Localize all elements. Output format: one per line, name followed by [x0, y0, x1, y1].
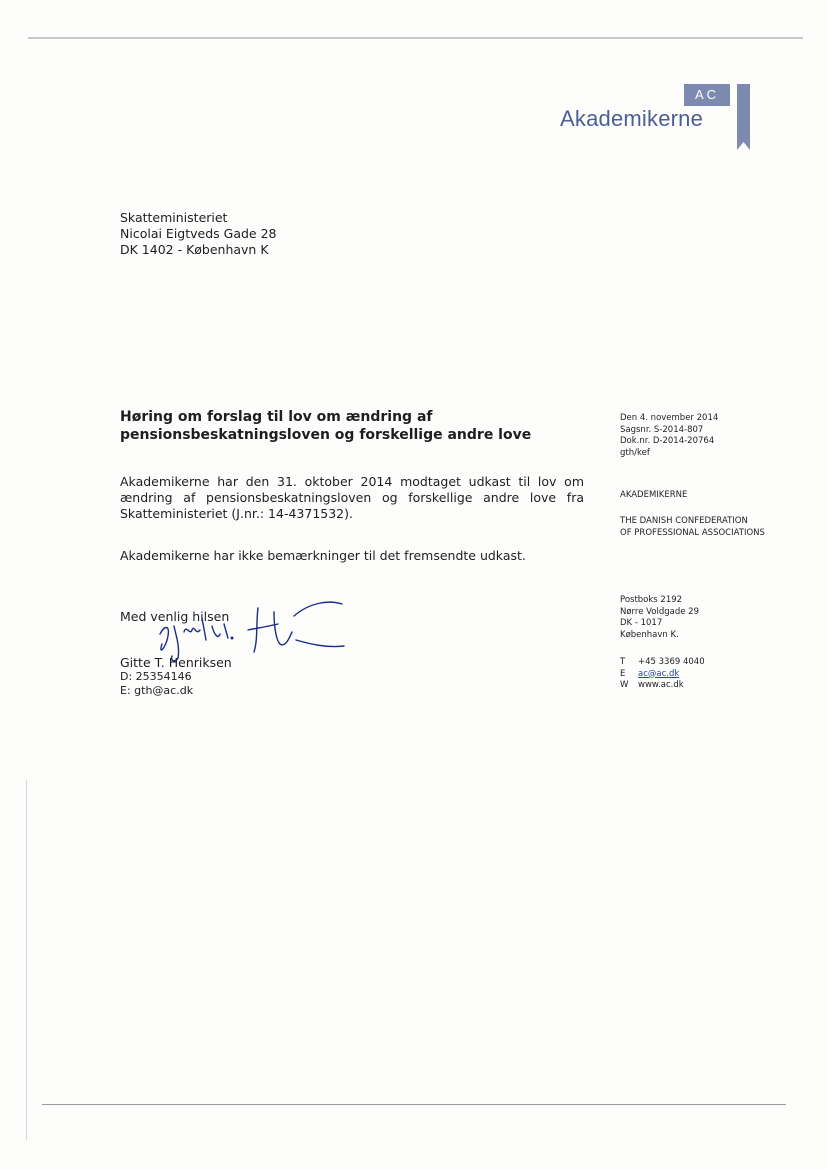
org-name: AKADEMIKERNE	[620, 490, 688, 500]
recipient-line: DK 1402 - København K	[120, 242, 269, 257]
email-link[interactable]: ac@ac.dk	[638, 668, 680, 679]
confederation-line: THE DANISH CONFEDERATION	[620, 516, 748, 526]
address-line: København K.	[620, 629, 679, 640]
footer-rule	[42, 1104, 786, 1105]
document-number: Dok.nr. D-2014-20764	[620, 436, 715, 446]
phone-row	[620, 657, 705, 669]
address-line: Nørre Voldgade 29	[620, 606, 700, 617]
postal-address	[620, 595, 699, 641]
body-paragraph: Akademikerne har ikke bemærkninger til det fremsendte udkast.	[120, 548, 526, 563]
closing-greeting: Med venlig hilsen	[120, 609, 230, 624]
case-number: Sagsnr. S-2014-807	[620, 424, 704, 435]
reference-block	[620, 413, 718, 459]
scan-border-top	[28, 37, 803, 39]
web-label: W	[620, 680, 629, 690]
recipient-address	[120, 210, 277, 258]
signer-block	[120, 655, 232, 698]
letter-subject: Høring om forslag til lov om ændring af pensionsbeskatningsloven og forskellige andre love	[120, 409, 532, 443]
logo-bookmark-shape	[737, 84, 750, 150]
logo-badge: AC	[684, 84, 730, 106]
akademikerne-logo	[560, 84, 760, 154]
signer-email: E: gth@ac.dk	[120, 684, 194, 697]
address-line: Postboks 2192	[620, 595, 683, 605]
recipient-line: Nicolai Eigtveds Gade 28	[120, 226, 277, 241]
letter-date: Den 4. november 2014	[620, 413, 719, 423]
signer-name: Gitte T. Henriksen	[120, 655, 232, 670]
scan-border-left	[26, 780, 27, 1140]
logo-wordmark: Akademikerne	[560, 106, 704, 131]
web-value: www.ac.dk	[638, 680, 684, 690]
body-paragraph: Akademikerne har den 31. oktober 2014 modtaget udkast til lov om ændring af pensionsbeskatningsloven og forskellige andre love fra Skatteministeriet (J.nr.: 14-4371532).	[120, 474, 584, 521]
confederation-block	[620, 516, 765, 539]
recipient-line: Skatteministeriet	[120, 210, 228, 225]
web-row	[620, 680, 705, 692]
phone-value: +45 3369 4040	[638, 657, 705, 667]
address-line: DK - 1017	[620, 618, 663, 628]
initials: gth/kef	[620, 447, 650, 458]
contact-block	[620, 657, 705, 692]
email-label: E	[620, 668, 626, 679]
signer-phone: D: 25354146	[120, 670, 192, 683]
phone-label: T	[620, 657, 626, 667]
confederation-line: OF PROFESSIONAL ASSOCIATIONS	[620, 527, 765, 538]
email-row	[620, 669, 705, 681]
